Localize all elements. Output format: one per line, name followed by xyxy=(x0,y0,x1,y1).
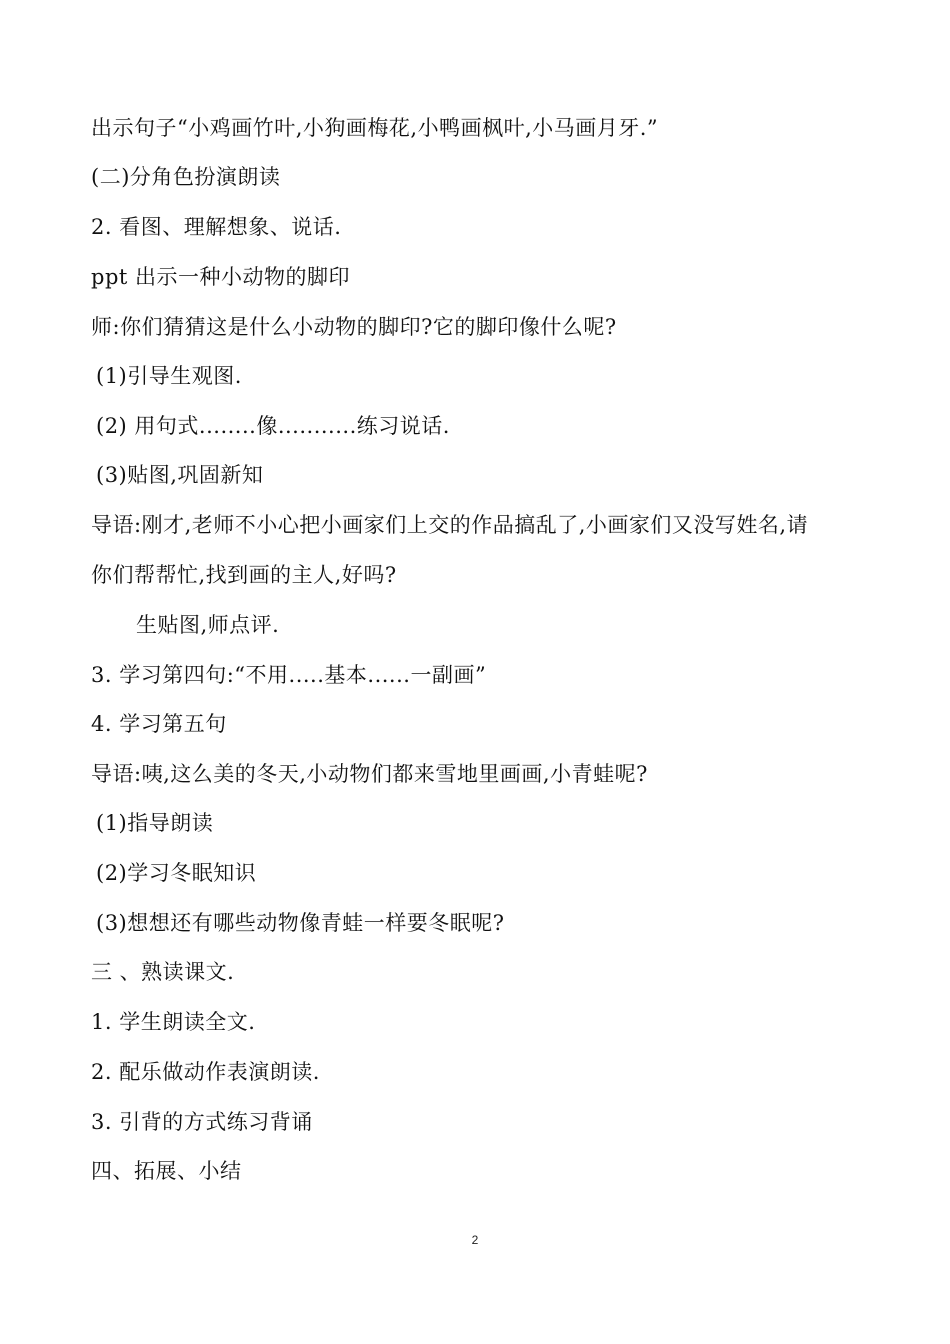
text-line: (3)想想还有哪些动物像青蛙一样要冬眠呢? xyxy=(96,911,505,935)
text-line: (3)贴图,巩固新知 xyxy=(96,463,264,487)
text-line: 3. 引背的方式练习背诵 xyxy=(91,1110,313,1134)
text-line: 3. 学习第四句:“不用.....基本......一副画” xyxy=(91,663,487,687)
section-heading: (二)分角色扮演朗读 xyxy=(91,165,281,189)
text-line: 出示句子“小鸡画竹叶,小狗画梅花,小鸭画枫叶,小马画月牙.” xyxy=(91,116,659,140)
text-line: (1)引导生观图. xyxy=(96,364,242,388)
section-heading: 三 、熟读课文. xyxy=(91,960,235,984)
page-number: 2 xyxy=(471,1233,479,1247)
text-line: 师:你们猜猜这是什么小动物的脚印?它的脚印像什么呢? xyxy=(91,315,617,339)
text-line: 4. 学习第五句 xyxy=(91,712,227,736)
text-line: ppt 出示一种小动物的脚印 xyxy=(91,265,350,289)
text-line: 你们帮帮忙,找到画的主人,好吗? xyxy=(91,563,397,587)
text-line: 生贴图,师点评. xyxy=(136,613,280,637)
text-line: (2) 用句式........像...........练习说话. xyxy=(96,414,450,438)
text-line: 导语:刚才,老师不小心把小画家们上交的作品搞乱了,小画家们又没写姓名,请 xyxy=(91,513,809,537)
text-line: 2. 看图、理解想象、说话. xyxy=(91,215,342,239)
text-line: 导语:咦,这么美的冬天,小动物们都来雪地里画画,小青蛙呢? xyxy=(91,762,648,786)
text-line: 2. 配乐做动作表演朗读. xyxy=(91,1060,320,1084)
text-line: (2)学习冬眠知识 xyxy=(96,861,257,885)
text-line: 1. 学生朗读全文. xyxy=(91,1010,256,1034)
text-line: (1)指导朗读 xyxy=(96,811,214,835)
section-heading: 四、拓展、小结 xyxy=(91,1159,242,1183)
